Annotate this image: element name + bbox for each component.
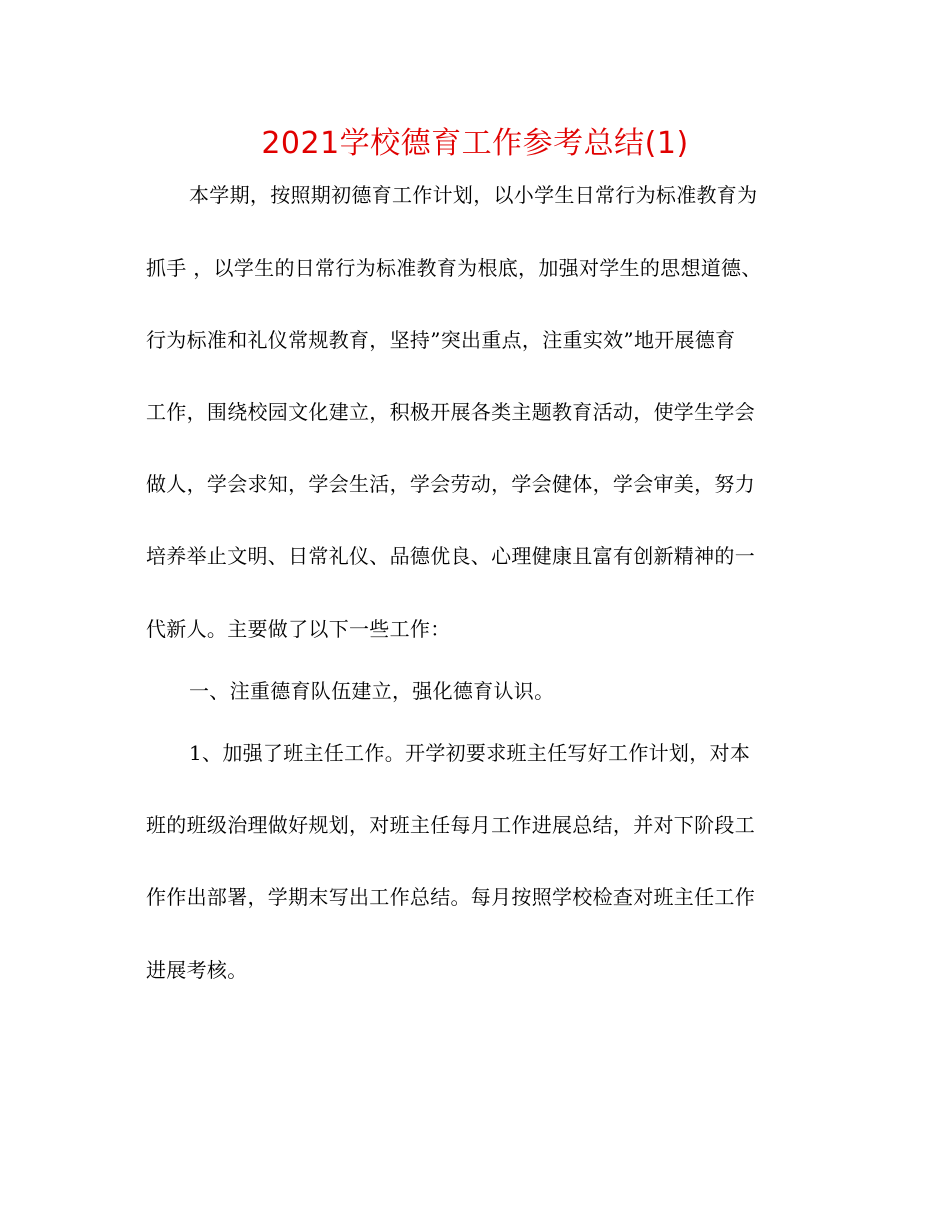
paragraph-line-11: 进展考核。 [146,958,248,982]
paragraph-line-9: 班的班级治理做好规划，对班主任每月工作进展总结，并对下阶段工 [146,813,755,837]
paragraph-line-4: 工作，围绕校园文化建立，积极开展各类主题教育活动，使学生学会 [146,400,755,424]
paragraph-line-8: 1、加强了班主任工作。开学初要求班主任写好工作计划，对本 [189,741,751,765]
paragraph-line-7: 代新人。主要做了以下一些工作： [146,617,451,641]
paragraph-line-2: 抓手 ，以学生的日常行为标准教育为根底，加强对学生的思想道德、 [146,256,762,280]
paragraph-line-3: 行为标准和礼仪常规教育，坚持”突出重点，注重实效”地开展德育 [146,328,736,352]
paragraph-line-6: 培养举止文明、日常礼仪、品德优良、心理健康且富有创新精神的一 [146,544,755,568]
paragraph-line-1: 本学期，按照期初德育工作计划，以小学生日常行为标准教育为 [189,183,758,207]
paragraph-line-5: 做人，学会求知，学会生活，学会劳动，学会健体，学会审美，努力 [146,472,755,496]
document-title: 2021学校德育工作参考总结(1) [261,126,689,161]
section-heading-1: 一、注重德育队伍建立，强化德育认识。 [189,679,555,703]
paragraph-line-10: 作作出部署，学期末写出工作总结。每月按照学校检查对班主任工作 [146,885,755,909]
